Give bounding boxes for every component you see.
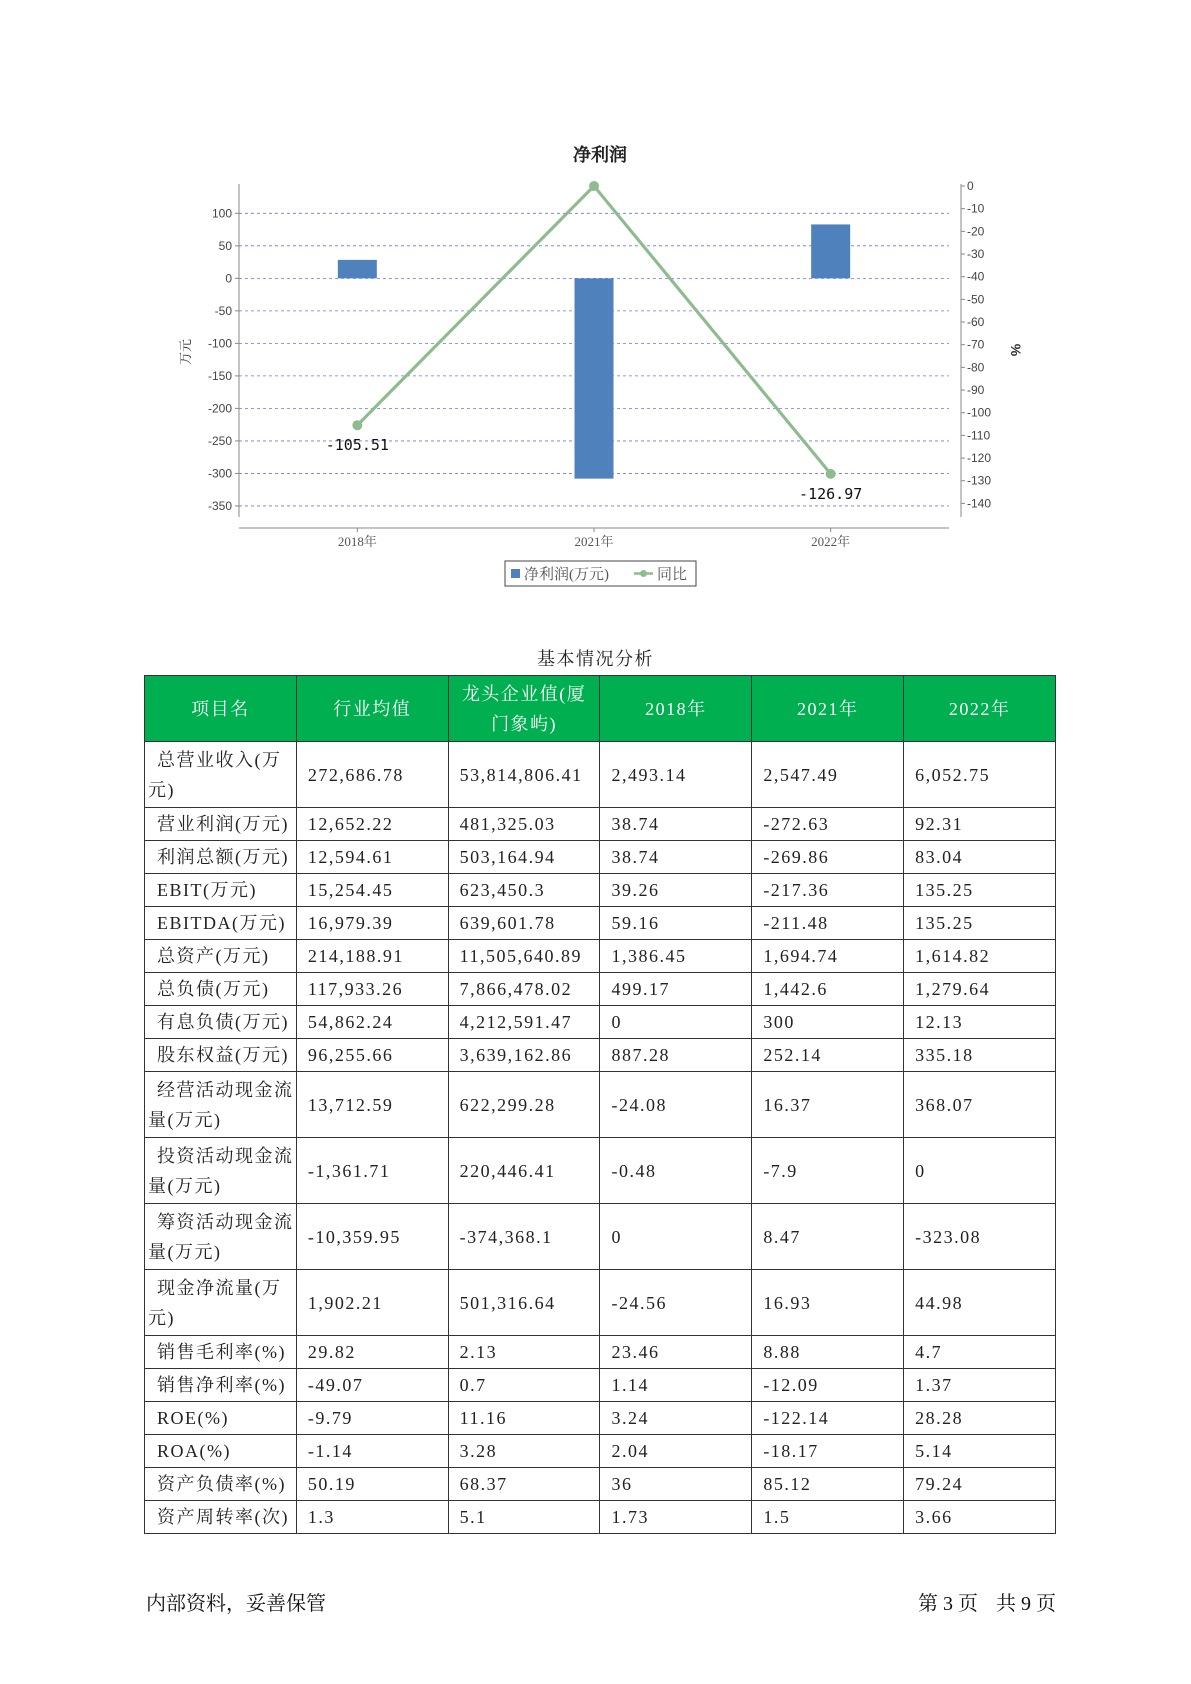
value-cell: 0.7 [448, 1369, 600, 1402]
y-tick-label: -250 [207, 433, 232, 448]
value-cell: 1.5 [752, 1501, 904, 1534]
value-cell: 16.37 [752, 1072, 904, 1138]
row-label-cell: 有息负债(万元) [145, 1006, 297, 1039]
y-tick-label: -50 [214, 303, 232, 318]
value-cell: 623,450.3 [448, 874, 600, 907]
value-cell: 639,601.78 [448, 907, 600, 940]
value-cell: -18.17 [752, 1435, 904, 1468]
table-header-cell: 2018年 [600, 676, 752, 742]
x-tick-label: 2018年 [337, 534, 377, 549]
table-row [145, 874, 1056, 907]
value-cell: 2,493.14 [600, 742, 752, 808]
row-label-cell: 总营业收入(万元) [145, 742, 297, 808]
table-row [145, 1039, 1056, 1072]
value-cell: -12.09 [752, 1369, 904, 1402]
y2-axis-label: % [1008, 343, 1024, 357]
value-cell: 4,212,591.47 [448, 1006, 600, 1039]
row-label-cell: ROE(%) [145, 1402, 297, 1435]
value-cell: 503,164.94 [448, 841, 600, 874]
value-cell: 0 [600, 1204, 752, 1270]
legend-label-net-profit: 净利润(万元) [524, 567, 609, 583]
row-label-cell: 销售净利率(%) [145, 1369, 297, 1402]
value-cell: 92.31 [904, 808, 1056, 841]
value-cell: -24.56 [600, 1270, 752, 1336]
net-profit-bar [575, 278, 614, 478]
value-cell: 38.74 [600, 841, 752, 874]
y2-tick-label: -60 [967, 315, 985, 330]
y-tick-label: -200 [207, 401, 232, 416]
y2-tick-label: -130 [967, 473, 992, 488]
y2-tick-label: -120 [967, 451, 992, 466]
row-label-cell: 资产负债率(%) [145, 1468, 297, 1501]
value-cell: 7,866,478.02 [448, 973, 600, 1006]
table-row [145, 1501, 1056, 1534]
value-cell: -217.36 [752, 874, 904, 907]
value-cell: 499.17 [600, 973, 752, 1006]
y-tick-label: -350 [207, 498, 232, 513]
value-cell: 83.04 [904, 841, 1056, 874]
value-cell: 54,862.24 [296, 1006, 448, 1039]
x-tick-label: 2022年 [811, 534, 851, 549]
value-cell: 2,547.49 [752, 742, 904, 808]
confidential-note: 内部资料，妥善保管 [146, 1593, 326, 1615]
value-cell: 8.47 [752, 1204, 904, 1270]
table-row [145, 742, 1056, 808]
value-cell: 4.7 [904, 1336, 1056, 1369]
y2-tick-label: -50 [967, 292, 985, 307]
value-cell: 1,386.45 [600, 940, 752, 973]
table-caption: 基本情况分析 [537, 649, 654, 669]
y2-tick-label: -30 [967, 247, 985, 262]
row-label-cell: 经营活动现金流量(万元) [145, 1072, 297, 1138]
page-number: 第 3 页 [918, 1593, 978, 1615]
value-cell: 8.88 [752, 1336, 904, 1369]
value-cell: 12.13 [904, 1006, 1056, 1039]
value-cell: 6,052.75 [904, 742, 1056, 808]
y2-tick-label: -70 [967, 337, 985, 352]
value-cell: -9.79 [296, 1402, 448, 1435]
value-cell: -1.14 [296, 1435, 448, 1468]
basic-analysis-table [144, 675, 1056, 1534]
value-cell: 1,614.82 [904, 940, 1056, 973]
table-row [145, 907, 1056, 940]
value-cell: -374,368.1 [448, 1204, 600, 1270]
table-row [145, 841, 1056, 874]
value-cell: 272,686.78 [296, 742, 448, 808]
value-cell: 96,255.66 [296, 1039, 448, 1072]
value-cell: 3.28 [448, 1435, 600, 1468]
table-header-row [145, 676, 1056, 742]
y2-tick-label: -140 [967, 496, 992, 511]
legend-swatch-bar [511, 569, 520, 578]
value-cell: 0 [904, 1138, 1056, 1204]
value-cell: 16,979.39 [296, 907, 448, 940]
value-cell: 68.37 [448, 1468, 600, 1501]
y-tick-label: 0 [225, 271, 232, 286]
table-row [145, 1402, 1056, 1435]
value-cell: 3.66 [904, 1501, 1056, 1534]
page-total: 共 9 页 [996, 1593, 1056, 1615]
value-cell: 12,594.61 [296, 841, 448, 874]
table-header-cell: 行业均值 [296, 676, 448, 742]
page-indicator [918, 1592, 1056, 1616]
value-cell: 3.24 [600, 1402, 752, 1435]
value-cell: 300 [752, 1006, 904, 1039]
y-tick-label: 50 [218, 238, 232, 253]
value-cell: 117,933.26 [296, 973, 448, 1006]
y-tick-label: 100 [211, 206, 232, 221]
value-cell: 1,279.64 [904, 973, 1056, 1006]
value-cell: 50.19 [296, 1468, 448, 1501]
net-profit-bar [811, 224, 850, 278]
value-cell: 1,442.6 [752, 973, 904, 1006]
y2-tick-label: -90 [967, 383, 985, 398]
table-body [145, 742, 1056, 1534]
value-cell: 2.13 [448, 1336, 600, 1369]
table-row [145, 1336, 1056, 1369]
y-tick-label: -100 [207, 336, 232, 351]
table-row [145, 1006, 1056, 1039]
value-cell: -323.08 [904, 1204, 1056, 1270]
value-cell: 36 [600, 1468, 752, 1501]
value-cell: 23.46 [600, 1336, 752, 1369]
net-profit-chart [0, 0, 1191, 600]
row-label-cell: EBITDA(万元) [145, 907, 297, 940]
net-profit-bar [338, 260, 377, 278]
value-cell: 252.14 [752, 1039, 904, 1072]
value-cell: 214,188.91 [296, 940, 448, 973]
value-cell: -7.9 [752, 1138, 904, 1204]
table-row [145, 1204, 1056, 1270]
value-cell: 1.3 [296, 1501, 448, 1534]
y2-tick-label: -110 [967, 428, 991, 443]
table-header-cell: 项目名 [145, 676, 297, 742]
y2-tick-label: -100 [967, 405, 992, 420]
y2-tick-label: -10 [967, 201, 985, 216]
value-cell: 44.98 [904, 1270, 1056, 1336]
value-cell: 11,505,640.89 [448, 940, 600, 973]
table-row [145, 1270, 1056, 1336]
value-cell: 2.04 [600, 1435, 752, 1468]
table-row [145, 940, 1056, 973]
row-label-cell: EBIT(万元) [145, 874, 297, 907]
value-cell: 11.16 [448, 1402, 600, 1435]
value-cell: 622,299.28 [448, 1072, 600, 1138]
value-cell: 1,902.21 [296, 1270, 448, 1336]
value-cell: 85.12 [752, 1468, 904, 1501]
value-cell: 38.74 [600, 808, 752, 841]
value-cell: -269.86 [752, 841, 904, 874]
row-label-cell: 筹资活动现金流量(万元) [145, 1204, 297, 1270]
value-cell: 29.82 [296, 1336, 448, 1369]
value-cell: -122.14 [752, 1402, 904, 1435]
row-label-cell: 销售毛利率(%) [145, 1336, 297, 1369]
row-label-cell: 资产周转率(次) [145, 1501, 297, 1534]
row-label-cell: 营业利润(万元) [145, 808, 297, 841]
x-tick-label: 2021年 [574, 534, 614, 549]
table-row [145, 1138, 1056, 1204]
table-row [145, 1369, 1056, 1402]
value-cell: 887.28 [600, 1039, 752, 1072]
yoy-data-label: -105.51 [325, 436, 389, 455]
table-head [145, 676, 1056, 742]
row-label-cell: 投资活动现金流量(万元) [145, 1138, 297, 1204]
value-cell: 1.37 [904, 1369, 1056, 1402]
y-tick-label: -150 [207, 368, 232, 383]
yoy-point [589, 181, 599, 191]
value-cell: 5.1 [448, 1501, 600, 1534]
legend-label-yoy: 同比 [657, 567, 688, 583]
value-cell: -10,359.95 [296, 1204, 448, 1270]
value-cell: 16.93 [752, 1270, 904, 1336]
table-row [145, 1468, 1056, 1501]
yoy-data-label: -126.97 [799, 484, 863, 503]
y2-tick-label: -20 [967, 224, 985, 239]
table-row [145, 973, 1056, 1006]
value-cell: 59.16 [600, 907, 752, 940]
table-row [145, 808, 1056, 841]
value-cell: 1.14 [600, 1369, 752, 1402]
yoy-point [826, 469, 836, 479]
value-cell: -1,361.71 [296, 1138, 448, 1204]
value-cell: 13,712.59 [296, 1072, 448, 1138]
value-cell: 135.25 [904, 907, 1056, 940]
value-cell: 53,814,806.41 [448, 742, 600, 808]
row-label-cell: 利润总额(万元) [145, 841, 297, 874]
table-row [145, 1435, 1056, 1468]
value-cell: -211.48 [752, 907, 904, 940]
value-cell: 501,316.64 [448, 1270, 600, 1336]
value-cell: 79.24 [904, 1468, 1056, 1501]
table-header-cell: 2021年 [752, 676, 904, 742]
value-cell: 28.28 [904, 1402, 1056, 1435]
row-label-cell: 总资产(万元) [145, 940, 297, 973]
value-cell: 481,325.03 [448, 808, 600, 841]
value-cell: 1,694.74 [752, 940, 904, 973]
chart-title: 净利润 [573, 145, 627, 165]
value-cell: 220,446.41 [448, 1138, 600, 1204]
row-label-cell: 现金净流量(万元) [145, 1270, 297, 1336]
value-cell: -49.07 [296, 1369, 448, 1402]
value-cell: 3,639,162.86 [448, 1039, 600, 1072]
y-tick-label: -300 [207, 466, 232, 481]
legend-swatch-point [640, 570, 647, 577]
value-cell: 0 [600, 1006, 752, 1039]
table-header-cell: 龙头企业值(厦门象屿) [448, 676, 600, 742]
table-row [145, 1072, 1056, 1138]
value-cell: -0.48 [600, 1138, 752, 1204]
y-axis-label: 万元 [178, 338, 193, 366]
y2-tick-label: -80 [967, 360, 985, 375]
yoy-point [352, 420, 362, 430]
row-label-cell: 股东权益(万元) [145, 1039, 297, 1072]
value-cell: 15,254.45 [296, 874, 448, 907]
row-label-cell: ROA(%) [145, 1435, 297, 1468]
value-cell: 5.14 [904, 1435, 1056, 1468]
value-cell: 368.07 [904, 1072, 1056, 1138]
table-header-cell: 2022年 [904, 676, 1056, 742]
value-cell: -24.08 [600, 1072, 752, 1138]
value-cell: 1.73 [600, 1501, 752, 1534]
value-cell: -272.63 [752, 808, 904, 841]
value-cell: 12,652.22 [296, 808, 448, 841]
chart-legend [505, 561, 696, 586]
y2-tick-label: -40 [967, 269, 985, 284]
row-label-cell: 总负债(万元) [145, 973, 297, 1006]
value-cell: 39.26 [600, 874, 752, 907]
value-cell: 135.25 [904, 874, 1056, 907]
y2-tick-label: 0 [967, 179, 974, 193]
value-cell: 335.18 [904, 1039, 1056, 1072]
